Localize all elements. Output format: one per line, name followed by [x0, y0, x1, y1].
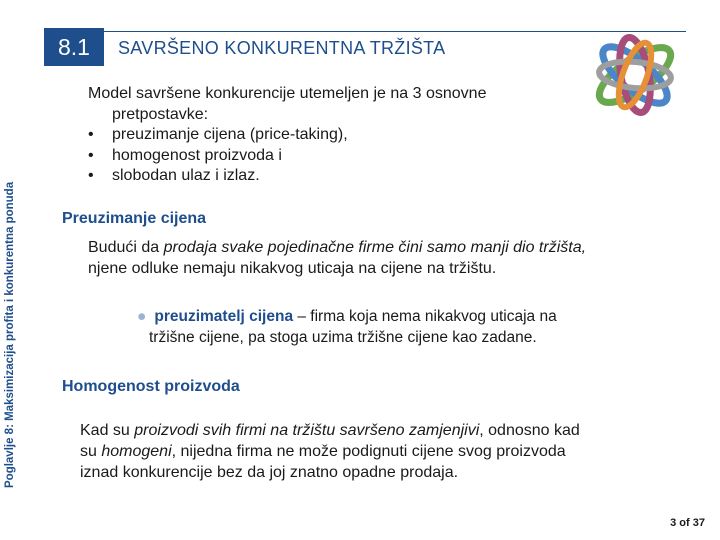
page-current: 3 [670, 517, 677, 529]
price-taking-paragraph [88, 237, 586, 279]
paragraph-line [80, 420, 580, 441]
bullet-marker: ● [137, 308, 147, 325]
list-item [88, 125, 486, 146]
list-item-text: slobodan ulaz i izlaz. [112, 167, 260, 184]
defined-term: preuzimatelj cijena [154, 308, 294, 325]
intro-block [88, 84, 486, 187]
intro-line: Model savršene konkurencije utemeljen je na 3 osnovne [88, 85, 487, 102]
text-run: , nijedna firma ne može podignuti cijene svog proizvoda [171, 443, 566, 460]
chapter-number: 8.1 [58, 33, 90, 60]
list-item-text: preuzimanje cijena (price-taking), [112, 126, 348, 143]
page-number [670, 517, 705, 529]
text-run-italic: prodaja svake pojedinačne firme čini samo manji dio tržišta, [163, 239, 587, 256]
definition-line [137, 306, 557, 327]
list-item [88, 166, 486, 187]
paragraph-line [88, 237, 586, 258]
page-title: SAVRŠENO KONKURENTNA TRŽIŠTA [118, 38, 446, 58]
chapter-number-badge [44, 28, 104, 66]
text-run-italic: homogeni [101, 443, 172, 460]
bullet-marker: • [88, 167, 94, 184]
page-total: 37 [692, 517, 705, 529]
paragraph-line [80, 441, 580, 462]
page-of: of [679, 517, 690, 529]
interlocked-rings-logo [583, 25, 688, 123]
definition-line: tržišne cijene, pa stoga uzima tržišne cijene kao zadane. [149, 329, 537, 346]
text-run: , odnosno kad [479, 422, 580, 439]
text-run-italic: proizvodi svih firmi na tržištu savršeno zamjenjivi [134, 422, 480, 439]
list-item [88, 146, 486, 167]
bullet-marker: • [88, 146, 94, 164]
section-heading-homogeneity: Homogenost proizvoda [62, 378, 240, 395]
paragraph-line: iznad konkurencije bez da joj znatno opadne prodaja. [80, 464, 459, 481]
paragraph-line: njene odluke nemaju nikakvog uticaja na cijene na tržištu. [88, 260, 497, 277]
list-item-text: homogenost proizvoda i [112, 146, 282, 164]
bullet-marker: • [88, 126, 94, 143]
text-run: Budući da [88, 239, 164, 256]
section-heading-price-taking: Preuzimanje cijena [62, 210, 207, 227]
chapter-sidebar-label: Poglavlje 8: Maksimizacija profita i konkurentna ponuda [4, 181, 16, 488]
intro-line: pretpostavke: [112, 105, 209, 123]
text-run: – firma koja nema nikakvog uticaja na [293, 308, 557, 325]
text-run: su [80, 443, 102, 460]
text-run: Kad su [80, 422, 135, 439]
price-taker-definition [137, 306, 557, 348]
homogeneity-paragraph [80, 420, 580, 483]
